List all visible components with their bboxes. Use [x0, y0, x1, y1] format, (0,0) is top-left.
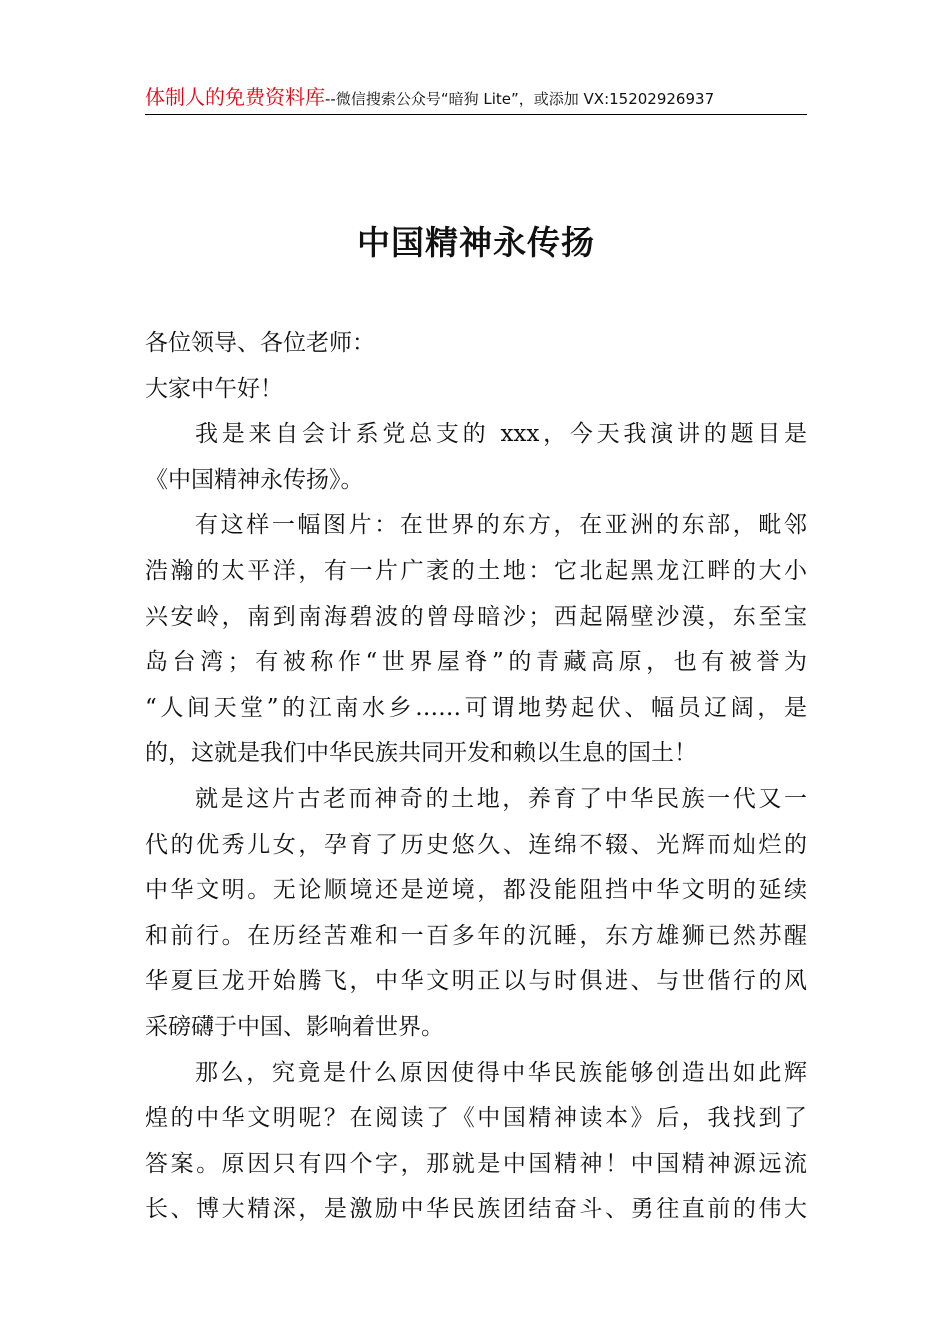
document-body: [145, 321, 807, 1233]
body-line: 答案。原因只有四个字，那就是中国精神！中国精神源远流: [145, 1150, 807, 1177]
page-header: [145, 82, 807, 115]
body-line: 的，这就是我们中华民族共同开发和赖以生息的国土！: [145, 740, 697, 767]
greeting-line: 大家中午好！: [145, 375, 283, 402]
body-line: 长、博大精深，是激励中华民族团结奋斗、勇往直前的伟大: [145, 1196, 807, 1223]
body-line: 岛台湾；有被称作“世界屋脊”的青藏高原，也有被誉为: [145, 649, 807, 676]
header-note: --微信搜索公众号“暗狗 Lite”，或添加 VX:15202926937: [325, 90, 715, 108]
body-line: 和前行。在历经苦难和一百多年的沉睡，东方雄狮已然苏醒: [145, 922, 807, 949]
body-line: 兴安岭，南到南海碧波的曾母暗沙；西起隔壁沙漠，东至宝: [145, 603, 807, 630]
salutation-line: 各位领导、各位老师：: [145, 330, 375, 356]
body-line: 有这样一幅图片：在世界的东方，在亚洲的东部，毗邻: [195, 512, 807, 539]
document-title: 中国精神永传扬: [357, 223, 595, 262]
body-line: 代的优秀儿女，孕育了历史悠久、连绵不辍、光辉而灿烂的: [145, 831, 807, 858]
body-line: 《中国精神永传扬》。: [145, 466, 364, 493]
body-line: 煌的中华文明呢？在阅读了《中国精神读本》后，我找到了: [145, 1105, 807, 1132]
body-line: 浩瀚的太平洋，有一片广袤的土地：它北起黑龙江畔的大小: [145, 557, 807, 584]
body-line: 就是这片古老而神奇的土地，养育了中华民族一代又一: [195, 785, 807, 812]
body-line: 采磅礴于中国、影响着世界。: [145, 1013, 444, 1040]
header-brand: 体制人的免费资料库: [145, 85, 325, 109]
body-line: “人间天堂”的江南水乡……可谓地势起伏、幅员辽阔，是: [145, 694, 807, 721]
body-line: 我是来自会计系党总支的 xxx，今天我演讲的题目是: [195, 421, 807, 448]
body-line: 华夏巨龙开始腾飞，中华文明正以与时俱进、与世偕行的风: [145, 968, 807, 995]
body-line: 中华文明。无论顺境还是逆境，都没能阻挡中华文明的延续: [145, 877, 807, 904]
body-line: 那么，究竟是什么原因使得中华民族能够创造出如此辉: [195, 1059, 807, 1086]
